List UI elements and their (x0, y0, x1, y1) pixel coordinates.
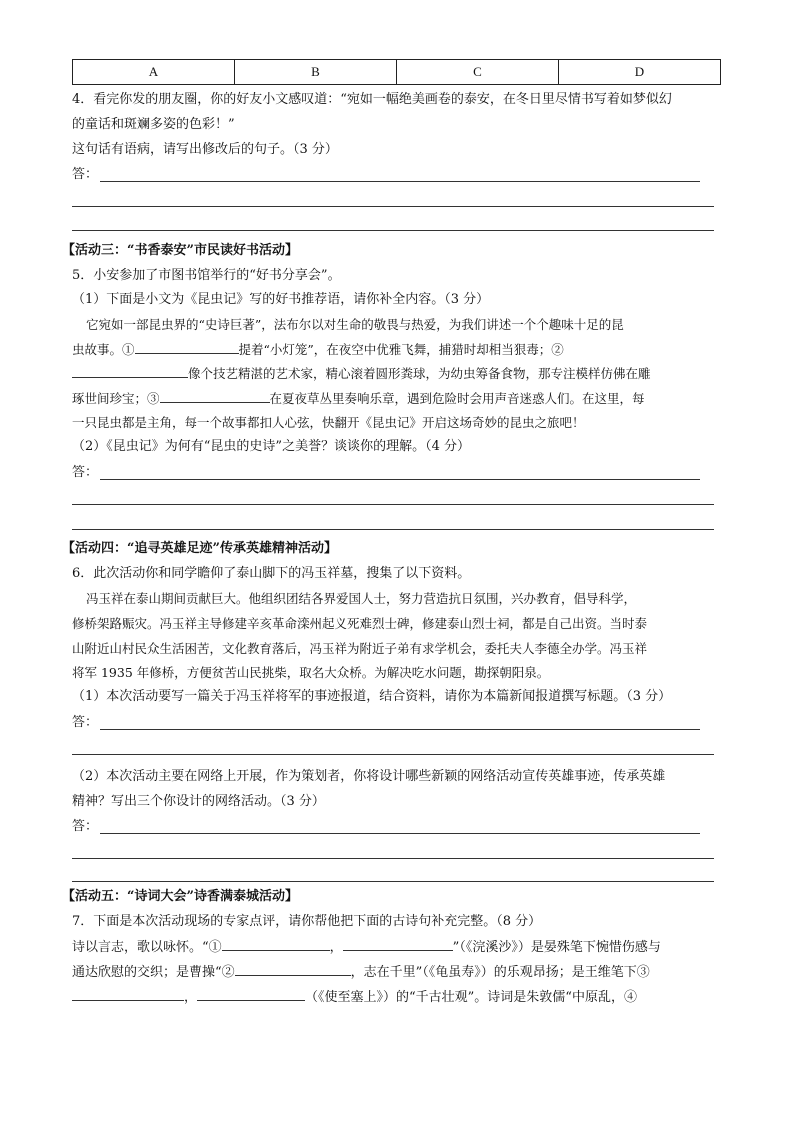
activity-3-title: 【活动三：“书香泰安”市民读好书活动】 (62, 243, 298, 258)
q4-line-2: 的童话和斑斓多姿的色彩！” (72, 117, 235, 132)
q5-sub-2: （2）《昆虫记》为何有“昆虫的史诗”之美誉？谈谈你的理解。（4 分） (72, 439, 470, 454)
recommend-line-4-end: 在夏夜草丛里奏响乐章，遇到危险时会用声音迷惑人们。在这里，每 (269, 391, 645, 406)
poem-blank-1b[interactable] (343, 938, 453, 951)
poem-line-1-start: 诗以言志，歌以咏怀。“① (72, 940, 222, 955)
recommend-line-2-end: 提着“小灯笼”，在夜空中优雅飞舞，捕猎时却相当狠毒；② (238, 342, 564, 357)
options-table (72, 59, 721, 85)
material-line-1: 冯玉祥在泰山期间贡献巨大。他组织团结各界爱国人士，努力营造抗日氛围，兴办教育，倡导科学， (86, 591, 637, 606)
material-line-3: 山附近山村民众生活困苦，文化教育落后，冯玉祥为附近子弟有求学机会，委托夫人李德全办学。冯玉祥 (72, 641, 648, 656)
activity-5-title: 【活动五：“诗词大会”诗香满泰城活动】 (62, 889, 298, 904)
q5-answer-line-3[interactable] (72, 529, 714, 530)
poem-line-3-end: （《使至塞上》）的“千古壮观”。诗词是朱敦儒“中原乱，④ (305, 990, 637, 1005)
q5-answer-line-2[interactable] (72, 504, 714, 505)
q6-answer-2-label: 答： (72, 819, 99, 834)
poem-line-3 (72, 988, 637, 1007)
option-d-cell: D (559, 60, 721, 85)
q4-line-3: 这句话有语病，请写出修改后的句子。（3 分） (72, 142, 338, 157)
poem-line-2-start: 通达欣慰的交织；是曹操“② (72, 965, 235, 980)
q4-answer-line-1[interactable] (100, 181, 700, 182)
poem-line-1 (72, 938, 661, 957)
q4-answer-line-3[interactable] (72, 230, 714, 231)
q6-answer-1-label: 答： (72, 715, 99, 730)
poem-blank-3a[interactable] (72, 988, 184, 1001)
recommend-line-5: 一只昆虫都是主角，每一个故事都扣人心弦，快翻开《昆虫记》开启这场奇妙的昆虫之旅吧！ (72, 415, 585, 430)
q6-stem: 6．此次活动你和同学瞻仰了泰山脚下的冯玉祥墓，搜集了以下资料。 (72, 566, 471, 581)
q5-sub-1: （1）下面是小文为《昆虫记》写的好书推荐语，请你补全内容。（3 分） (72, 292, 490, 307)
q5-answer-label: 答： (72, 465, 99, 480)
blank-3[interactable] (160, 390, 270, 403)
q6-answer-1-line-2[interactable] (72, 754, 714, 755)
q6-answer-1-line-1[interactable] (100, 729, 700, 730)
q6-answer-2-line-1[interactable] (100, 833, 700, 834)
q4-answer-label: 答： (72, 167, 99, 182)
option-b-cell: B (235, 60, 397, 85)
q5-answer-line-1[interactable] (100, 479, 700, 480)
poem-line-2 (72, 963, 650, 982)
option-a-cell: A (73, 60, 235, 85)
recommend-line-2 (72, 341, 564, 359)
option-c-cell: C (397, 60, 559, 85)
recommend-line-3-text: 像个技艺精湛的艺术家，精心滚着圆形粪球，为幼虫筹备食物，那专注模样仿佛在雕 (188, 366, 651, 381)
recommend-line-2-start: 虫故事。① (72, 342, 135, 357)
recommend-line-4 (72, 390, 645, 408)
blank-1[interactable] (135, 341, 239, 354)
activity-4-title: 【活动四：“追寻英雄足迹”传承英雄精神活动】 (62, 541, 337, 556)
q6-answer-2-line-3[interactable] (72, 881, 714, 882)
poem-blank-2[interactable] (235, 963, 351, 976)
poem-line-2-end: ，志在千里”（《龟虽寿》）的乐观昂扬；是王维笔下③ (350, 965, 650, 980)
q5-stem: 5．小安参加了市图书馆举行的“好书分享会”。 (72, 268, 341, 283)
poem-line-3-comma: ， (184, 990, 198, 1005)
q6-sub-2-line-2: 精神？写出三个你设计的网络活动。（3 分） (72, 794, 325, 809)
q6-sub-2-line-1: （2）本次活动主要在网络上开展，作为策划者，你将设计哪些新颖的网络活动宣传英雄事迹，传承英雄 (72, 769, 666, 784)
poem-blank-1a[interactable] (222, 938, 330, 951)
recommend-line-3 (72, 365, 651, 383)
poem-line-1-comma: ， (329, 940, 343, 955)
poem-blank-3b[interactable] (197, 988, 305, 1001)
q6-sub-1: （1）本次活动要写一篇关于冯玉祥将军的事迹报道，结合资料，请你为本篇新闻报道撰写标题。（3 分） (72, 689, 672, 704)
q7-stem: 7．下面是本次活动现场的专家点评，请你帮他把下面的古诗句补充完整。（8 分） (72, 914, 542, 929)
blank-2[interactable] (72, 365, 188, 378)
q4-answer-line-2[interactable] (72, 206, 714, 207)
material-line-4: 将军 1935 年修桥，方便贫苦山民挑柴，取名大众桥。为解决吃水问题，勘探朝阳泉。 (72, 665, 550, 680)
recommend-line-1: 它宛如一部昆虫界的“史诗巨著”，法布尔以对生命的敬畏与热爱，为我们讲述一个个趣味十足的昆 (86, 317, 624, 332)
material-line-2: 修桥架路赈灾。冯玉祥主导修建辛亥革命滦州起义死难烈士碑，修建泰山烈士祠，都是自己出资。当时泰 (72, 616, 648, 631)
poem-line-1-end: ”（《浣溪沙》）是晏殊笔下惋惜伤感与 (452, 940, 661, 955)
q4-line-1: 4．看完你发的朋友圈，你的好友小文感叹道：“宛如一幅绝美画卷的泰安，在冬日里尽情书写着如梦似幻 (72, 92, 672, 107)
recommend-line-4-start: 琢世间珍宝；③ (72, 391, 160, 406)
q6-answer-2-line-2[interactable] (72, 858, 714, 859)
